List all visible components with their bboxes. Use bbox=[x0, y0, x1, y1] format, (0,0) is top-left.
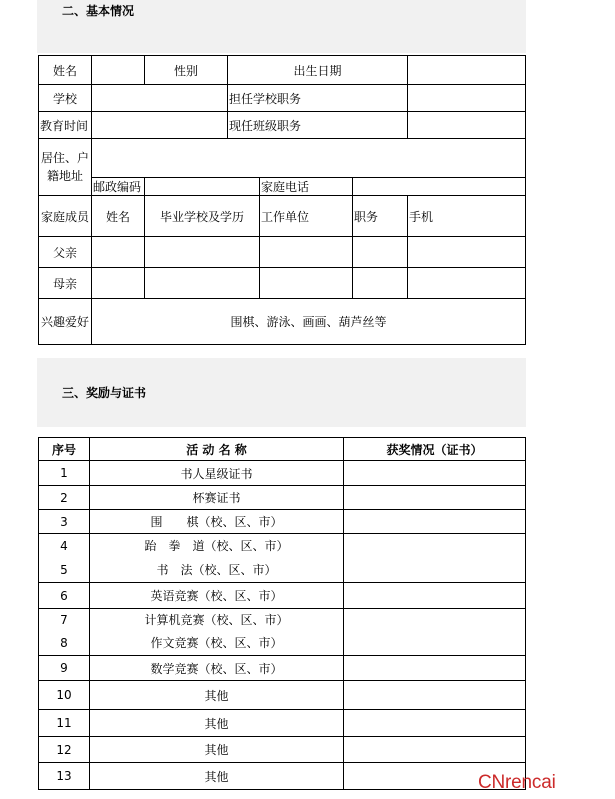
row-no: 13 bbox=[39, 763, 90, 790]
row-no: 5 bbox=[60, 563, 68, 577]
mother-position[interactable] bbox=[353, 268, 408, 299]
row-award-cell[interactable] bbox=[344, 710, 526, 737]
value-class-role[interactable] bbox=[408, 112, 526, 139]
label-education-time: 教育时间 bbox=[39, 112, 92, 139]
awards-table bbox=[38, 437, 526, 790]
row-award-cell[interactable] bbox=[344, 583, 526, 609]
value-hobby: 围棋、游泳、画画、葫芦丝等 bbox=[92, 299, 526, 345]
label-school-role: 担任学校职务 bbox=[228, 85, 408, 112]
row-award-cell[interactable] bbox=[344, 461, 526, 486]
value-education-time[interactable] bbox=[92, 112, 228, 139]
row-activity: 书人星级证书 bbox=[90, 461, 344, 486]
row-activity: 其他 bbox=[90, 737, 344, 763]
label-postal: 邮政编码 bbox=[92, 178, 145, 196]
row-no: 4 bbox=[60, 539, 68, 553]
value-birth[interactable] bbox=[408, 56, 526, 85]
row-award-cell[interactable] bbox=[344, 486, 526, 510]
label-home-phone: 家庭电话 bbox=[260, 178, 353, 196]
mother-name[interactable] bbox=[92, 268, 145, 299]
row-award-cell[interactable] bbox=[344, 510, 526, 534]
row-activity-pair bbox=[90, 534, 344, 583]
row-no-pair bbox=[39, 609, 90, 656]
row-no: 6 bbox=[39, 583, 90, 609]
value-home-phone[interactable] bbox=[353, 178, 526, 196]
row-award-cell[interactable] bbox=[344, 681, 526, 710]
label-name: 姓名 bbox=[39, 56, 92, 85]
value-school[interactable] bbox=[92, 85, 228, 112]
row-no: 11 bbox=[39, 710, 90, 737]
father-work[interactable] bbox=[260, 237, 353, 268]
col-no: 序号 bbox=[39, 438, 90, 461]
row-no: 10 bbox=[39, 681, 90, 710]
label-mother: 母亲 bbox=[39, 268, 92, 299]
col-activity: 活 动 名 称 bbox=[90, 438, 344, 461]
value-name[interactable] bbox=[92, 56, 145, 85]
row-no: 12 bbox=[39, 737, 90, 763]
col-grad-school: 毕业学校及学历 bbox=[145, 196, 260, 237]
row-activity: 计算机竞赛（校、区、市） bbox=[144, 613, 289, 627]
row-activity: 围 棋（校、区、市） bbox=[90, 510, 344, 534]
row-activity: 数学竞赛（校、区、市） bbox=[90, 656, 344, 681]
value-address[interactable] bbox=[92, 139, 526, 178]
father-school[interactable] bbox=[145, 237, 260, 268]
watermark-logo: CNrencai bbox=[478, 772, 556, 793]
section3-heading: 三、奖励与证书 bbox=[62, 386, 147, 400]
row-activity-pair bbox=[90, 609, 344, 656]
label-school: 学校 bbox=[39, 85, 92, 112]
row-no: 1 bbox=[39, 461, 90, 486]
row-activity: 其他 bbox=[90, 763, 344, 790]
father-name[interactable] bbox=[92, 237, 145, 268]
father-mobile[interactable] bbox=[408, 237, 526, 268]
row-no-pair bbox=[39, 534, 90, 583]
col-award: 获奖情况（证书） bbox=[344, 438, 526, 461]
row-no: 9 bbox=[39, 656, 90, 681]
col-member-name: 姓名 bbox=[92, 196, 145, 237]
mother-mobile[interactable] bbox=[408, 268, 526, 299]
row-activity: 跆 拳 道（校、区、市） bbox=[144, 539, 289, 553]
row-no: 8 bbox=[60, 636, 68, 650]
value-school-role[interactable] bbox=[408, 85, 526, 112]
label-address: 居住、户籍地址 bbox=[39, 139, 92, 196]
mother-school[interactable] bbox=[145, 268, 260, 299]
row-award-cell[interactable] bbox=[344, 609, 526, 656]
label-gender: 性别 bbox=[145, 56, 228, 85]
col-position: 职务 bbox=[353, 196, 408, 237]
label-father: 父亲 bbox=[39, 237, 92, 268]
basic-info-table bbox=[38, 55, 526, 345]
row-activity: 英语竞赛（校、区、市） bbox=[90, 583, 344, 609]
row-activity: 书 法（校、区、市） bbox=[156, 563, 277, 577]
label-family: 家庭成员 bbox=[39, 196, 92, 237]
col-mobile: 手机 bbox=[408, 196, 526, 237]
row-activity: 作文竞赛（校、区、市） bbox=[150, 636, 283, 650]
col-work-unit: 工作单位 bbox=[260, 196, 353, 237]
row-activity: 其他 bbox=[90, 681, 344, 710]
value-postal[interactable] bbox=[145, 178, 260, 196]
row-award-cell[interactable] bbox=[344, 534, 526, 583]
row-no: 7 bbox=[60, 613, 68, 627]
row-activity: 其他 bbox=[90, 710, 344, 737]
section2-heading: 二、基本情况 bbox=[62, 4, 135, 18]
row-no: 2 bbox=[39, 486, 90, 510]
mother-work[interactable] bbox=[260, 268, 353, 299]
row-award-cell[interactable] bbox=[344, 656, 526, 681]
label-birth: 出生日期 bbox=[228, 56, 408, 85]
row-award-cell[interactable] bbox=[344, 737, 526, 763]
label-hobby: 兴趣爱好 bbox=[39, 299, 92, 345]
row-activity: 杯赛证书 bbox=[90, 486, 344, 510]
row-no: 3 bbox=[39, 510, 90, 534]
father-position[interactable] bbox=[353, 237, 408, 268]
label-class-role: 现任班级职务 bbox=[228, 112, 408, 139]
